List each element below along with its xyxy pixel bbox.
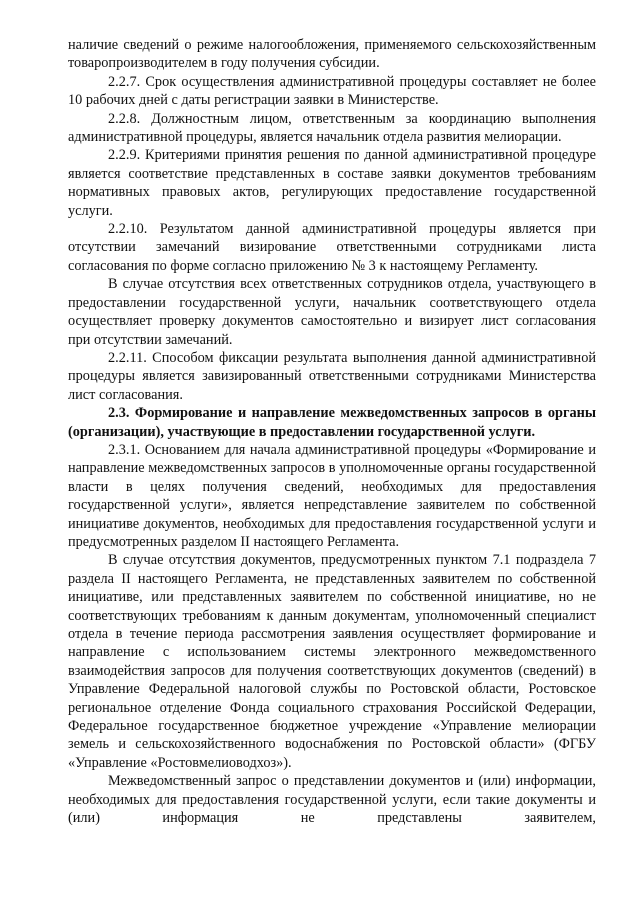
section-heading-2-3: 2.3. Формирование и направление межведомственных запросов в органы (организации), участвующие в предоставлении государственной услуги. [68, 405, 596, 440]
paragraph-2-2-11: 2.2.11. Способом фиксации результата выполнения данной административной процедуры является завизированный ответственными сотрудниками Министерства лист согласования. [68, 349, 596, 403]
paragraph-absence-of-staff: В случае отсутствия всех ответственных сотрудников отдела, участвующего в предоставлении государственной услуги, начальник соответствующего отдела осуществляет проверку документов самостоятельно и визирует лист согласования при отсутствии замечаний. [68, 276, 596, 348]
paragraph-2-2-9: 2.2.9. Критериями принятия решения по данной административной процедуре является соответствие представленных в составе заявки документов требованиям нормативных правовых актов, регулирующих предоставление государственной услуги. [68, 147, 596, 219]
paragraph-2-3-1: 2.3.1. Основанием для начала административной процедуры «Формирование и направление межведомственных запросов в уполномоченные органы государственной власти в целях получения сведений, необходимых для предоставления государственной услуги», является непредставление заявителем по собственной инициативе документов, необходимых для предоставления государственной услуги и предусмотренных разделом II настоящего Регламента. [68, 441, 596, 550]
paragraph-interagency-request: Межведомственный запрос о представлении документов и (или) информации, необходимых для предоставления государственной услуги, если такие документы и (или) информация не представлены заявителем, [68, 773, 596, 827]
document-page [68, 36, 596, 827]
paragraph-2-2-7: 2.2.7. Срок осуществления административной процедуры составляет не более 10 рабочих дней с даты регистрации заявки в Министерстве. [68, 73, 596, 109]
paragraph-2-2-10: 2.2.10. Результатом данной административной процедуры является при отсутствии замечаний визирование ответственными сотрудниками листа согласования по форме согласно приложению № 3 к настоящему Регламенту. [68, 221, 596, 274]
paragraph-missing-documents: В случае отсутствия документов, предусмотренных пунктом 7.1 подраздела 7 раздела II настоящего Регламента, не представленных заявителем по собственной инициативе, или представленных заявителем по собственной инициативе, но не соответствующих требованиям к данным документам, уполномоченный специалист отдела в течение периода рассмотрения заявления осуществляет формирование и направление с использованием системы электронного межведомственного взаимодействия запросов для получения соответствующих документов (сведений) в Управление Федеральной налоговой службы по Ростовской области, Ростовское региональное отделение Фонда социального страхования Российской Федерации, Федеральное государственное бюджетное учреждение «Управление мелиорации земель и сельскохозяйственного водоснабжения по Ростовской области» (ФГБУ «Управление «Ростовмелиоводхоз»). [68, 552, 596, 771]
paragraph-2-2-8: 2.2.8. Должностным лицом, ответственным за координацию выполнения административной процедуры, является начальник отдела развития мелиорации. [68, 110, 596, 146]
paragraph-tax-regime-continuation: наличие сведений о режиме налогообложения, применяемого сельскохозяйственным товаропроизводителем в году получения субсидии. [68, 37, 596, 72]
